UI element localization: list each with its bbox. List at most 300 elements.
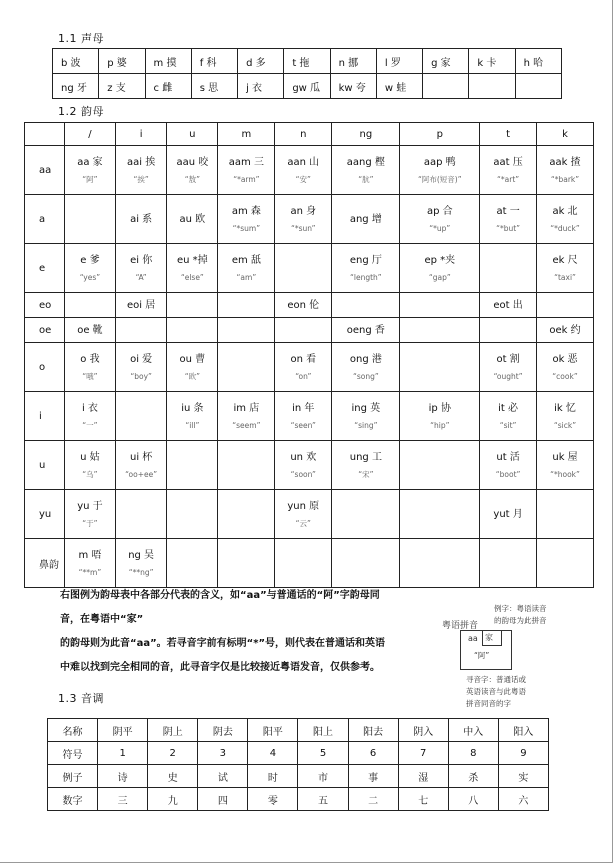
tone-cell: 1 bbox=[98, 742, 148, 765]
finals-cell bbox=[480, 318, 537, 343]
finals-cell bbox=[275, 318, 332, 343]
final-main: at 一 bbox=[496, 205, 520, 217]
note-line: 中难以找到完全相同的音，此寻音字仅是比较接近粤语发音，仅供参考。 bbox=[60, 662, 380, 673]
legend-diagram bbox=[440, 600, 600, 720]
initial-cell: gw 瓜 bbox=[284, 74, 330, 99]
tones-row bbox=[48, 742, 549, 765]
final-main: eon 伦 bbox=[287, 299, 320, 311]
finals-header-row bbox=[25, 123, 594, 146]
finals-cell bbox=[167, 392, 218, 441]
final-main: aau 咬 bbox=[176, 156, 209, 168]
final-gloss: “else” bbox=[180, 272, 204, 282]
tone-cell: 阴去 bbox=[198, 719, 248, 742]
finals-cell bbox=[480, 244, 537, 293]
finals-row bbox=[25, 539, 594, 588]
finals-cell bbox=[400, 293, 480, 318]
finals-cell bbox=[275, 146, 332, 195]
initials-title: 1.1 声母 bbox=[58, 32, 104, 45]
finals-cell bbox=[275, 441, 332, 490]
diagram-bottom-label: 寻音字：普通话或 bbox=[466, 675, 526, 684]
final-main: yun 原 bbox=[287, 500, 320, 512]
final-main: aak 揸 bbox=[549, 156, 581, 168]
tones-row bbox=[48, 788, 549, 811]
tone-cell: 阳去 bbox=[348, 719, 398, 742]
finals-header-cell: / bbox=[64, 123, 115, 146]
final-main: ung 工 bbox=[349, 451, 382, 463]
finals-cell bbox=[167, 293, 218, 318]
final-gloss: “于” bbox=[82, 518, 98, 528]
tone-cell: 4 bbox=[248, 742, 298, 765]
finals-header-cell: ng bbox=[332, 123, 400, 146]
finals-cell bbox=[275, 343, 332, 392]
finals-header-cell: t bbox=[480, 123, 537, 146]
initial-cell bbox=[469, 74, 515, 99]
final-gloss: “阿” bbox=[82, 174, 98, 184]
finals-cell bbox=[332, 539, 400, 588]
finals-cell bbox=[64, 343, 115, 392]
final-gloss: “欧” bbox=[184, 371, 200, 381]
initials-row bbox=[53, 74, 562, 99]
final-main: iu 条 bbox=[181, 402, 204, 414]
initial-cell: d 多 bbox=[238, 49, 284, 74]
finals-cell bbox=[64, 146, 115, 195]
tone-cell: 诗 bbox=[98, 765, 148, 788]
finals-cell bbox=[400, 244, 480, 293]
final-main: au 欧 bbox=[179, 213, 206, 225]
final-main: ek 尺 bbox=[552, 254, 578, 266]
final-gloss: “boot” bbox=[495, 469, 521, 479]
finals-cell bbox=[537, 392, 594, 441]
final-main: o 我 bbox=[80, 353, 100, 365]
finals-cell bbox=[116, 392, 167, 441]
final-gloss: “boy” bbox=[130, 371, 152, 381]
final-gloss: “*sun” bbox=[291, 223, 316, 233]
final-main: it 必 bbox=[498, 402, 519, 414]
finals-cell bbox=[64, 244, 115, 293]
final-gloss: “*hook” bbox=[550, 469, 580, 479]
finals-cell bbox=[167, 343, 218, 392]
final-gloss: “*duck” bbox=[550, 223, 580, 233]
finals-cell bbox=[480, 343, 537, 392]
finals-row bbox=[25, 293, 594, 318]
finals-cell bbox=[167, 318, 218, 343]
finals-cell bbox=[332, 195, 400, 244]
finals-cell bbox=[218, 195, 275, 244]
final-gloss: “sick” bbox=[553, 420, 577, 430]
finals-header-cell: u bbox=[167, 123, 218, 146]
final-main: aat 压 bbox=[493, 156, 523, 168]
note-line: 右图例为韵母表中各部分代表的含义，如“aa”与普通话的“阿”字韵母同 bbox=[60, 590, 380, 601]
tone-cell: 试 bbox=[198, 765, 248, 788]
final-gloss: “阿布(短音)” bbox=[418, 174, 462, 184]
finals-cell bbox=[537, 539, 594, 588]
finals-row-label: a bbox=[25, 195, 65, 244]
final-main: ak 北 bbox=[552, 205, 578, 217]
initial-cell: s 思 bbox=[191, 74, 237, 99]
final-main: eu *掉 bbox=[177, 254, 208, 266]
finals-cell bbox=[116, 343, 167, 392]
final-gloss: “hip” bbox=[430, 420, 450, 430]
initial-cell: b 波 bbox=[53, 49, 99, 74]
finals-cell bbox=[400, 392, 480, 441]
initial-cell: k 卡 bbox=[469, 49, 515, 74]
finals-cell bbox=[167, 490, 218, 539]
finals-cell bbox=[480, 146, 537, 195]
final-gloss: “云” bbox=[295, 518, 311, 528]
tone-cell: 九 bbox=[148, 788, 198, 811]
final-main: aap 鸭 bbox=[423, 156, 456, 168]
final-main: aa 家 bbox=[77, 156, 103, 168]
finals-cell bbox=[537, 195, 594, 244]
finals-row bbox=[25, 490, 594, 539]
final-gloss: “*up” bbox=[429, 223, 451, 233]
finals-cell bbox=[167, 195, 218, 244]
finals-cell bbox=[275, 490, 332, 539]
final-main: em 舐 bbox=[231, 254, 261, 266]
finals-cell bbox=[116, 146, 167, 195]
finals-header-cell: k bbox=[537, 123, 594, 146]
diagram-right-label: 的韵母为此拼音 bbox=[494, 616, 547, 625]
final-gloss: “肮” bbox=[358, 174, 374, 184]
final-main: ei 你 bbox=[130, 254, 153, 266]
tone-cell: 时 bbox=[248, 765, 298, 788]
final-main: aan 山 bbox=[287, 156, 320, 168]
tone-cell: 阳上 bbox=[298, 719, 348, 742]
tone-cell: 事 bbox=[348, 765, 398, 788]
finals-cell bbox=[480, 293, 537, 318]
tone-cell: 阳入 bbox=[498, 719, 548, 742]
finals-cell bbox=[64, 539, 115, 588]
initials-table bbox=[52, 48, 562, 99]
final-main: u 姑 bbox=[80, 451, 100, 463]
finals-cell bbox=[332, 293, 400, 318]
finals-cell bbox=[400, 539, 480, 588]
final-main: yu 于 bbox=[77, 500, 103, 512]
diagram-bottom-label: 拼音同音的字 bbox=[466, 699, 511, 708]
final-main: aang 樫 bbox=[346, 156, 385, 168]
finals-cell bbox=[167, 441, 218, 490]
finals-cell bbox=[218, 343, 275, 392]
final-main: im 店 bbox=[233, 402, 260, 414]
finals-cell bbox=[537, 146, 594, 195]
final-main: ap 合 bbox=[426, 205, 453, 217]
finals-cell bbox=[537, 318, 594, 343]
finals-row-label: u bbox=[25, 441, 65, 490]
final-gloss: “soon” bbox=[290, 469, 316, 479]
finals-cell bbox=[64, 293, 115, 318]
initial-cell: ng 牙 bbox=[53, 74, 99, 99]
final-gloss: “am” bbox=[236, 272, 257, 282]
finals-cell bbox=[537, 244, 594, 293]
tone-cell: 市 bbox=[298, 765, 348, 788]
finals-row-label: oe bbox=[25, 318, 65, 343]
final-gloss: “*bark” bbox=[550, 174, 580, 184]
final-main: e 爹 bbox=[80, 254, 100, 266]
final-main: ui 杯 bbox=[129, 451, 153, 463]
final-main: on 看 bbox=[290, 353, 317, 365]
final-main: in 年 bbox=[292, 402, 315, 414]
final-gloss: “*arm” bbox=[233, 174, 260, 184]
finals-cell bbox=[218, 244, 275, 293]
final-gloss: “ill” bbox=[185, 420, 200, 430]
initial-cell: z 支 bbox=[99, 74, 145, 99]
final-gloss: “sing” bbox=[354, 420, 378, 430]
legend-note bbox=[60, 588, 420, 676]
finals-title: 1.2 韵母 bbox=[58, 105, 104, 118]
final-main: oeng 香 bbox=[346, 324, 385, 336]
finals-cell bbox=[116, 195, 167, 244]
final-gloss: “ought” bbox=[493, 371, 523, 381]
final-main: ai 系 bbox=[130, 213, 153, 225]
final-main: an 身 bbox=[290, 205, 317, 217]
tone-cell: 八 bbox=[448, 788, 498, 811]
tones-row bbox=[48, 765, 549, 788]
final-gloss: “*sum” bbox=[232, 223, 261, 233]
tone-cell: 中入 bbox=[448, 719, 498, 742]
finals-row-label: i bbox=[25, 392, 65, 441]
finals-cell bbox=[332, 146, 400, 195]
initial-cell bbox=[423, 74, 469, 99]
finals-header-cell: p bbox=[400, 123, 480, 146]
finals-cell bbox=[537, 293, 594, 318]
final-main: ik 忆 bbox=[554, 402, 576, 414]
finals-cell bbox=[116, 539, 167, 588]
tone-cell: 2 bbox=[148, 742, 198, 765]
tones-row-label: 名称 bbox=[48, 719, 98, 742]
final-main: oek 约 bbox=[549, 324, 581, 336]
final-gloss: “A” bbox=[135, 272, 147, 282]
finals-cell bbox=[116, 490, 167, 539]
tone-cell: 零 bbox=[248, 788, 298, 811]
final-gloss: “gap” bbox=[428, 272, 451, 282]
finals-cell bbox=[275, 244, 332, 293]
finals-row-label: o bbox=[25, 343, 65, 392]
finals-cell bbox=[218, 539, 275, 588]
final-main: ing 英 bbox=[351, 402, 381, 414]
final-main: uk 屋 bbox=[552, 451, 578, 463]
final-gloss: “*but” bbox=[496, 223, 521, 233]
final-main: oe 靴 bbox=[77, 324, 103, 336]
final-main: ip 协 bbox=[428, 402, 451, 414]
finals-header-cell: m bbox=[218, 123, 275, 146]
final-gloss: “sit” bbox=[499, 420, 517, 430]
finals-cell bbox=[400, 318, 480, 343]
final-main: ok 恶 bbox=[552, 353, 578, 365]
finals-cell bbox=[537, 490, 594, 539]
finals-cell bbox=[332, 343, 400, 392]
final-gloss: “taxi” bbox=[554, 272, 576, 282]
tone-cell: 8 bbox=[448, 742, 498, 765]
tone-cell: 二 bbox=[348, 788, 398, 811]
final-main: eot 出 bbox=[493, 299, 523, 311]
final-main: ong 港 bbox=[349, 353, 382, 365]
final-gloss: “cook” bbox=[552, 371, 578, 381]
finals-cell bbox=[275, 539, 332, 588]
finals-cell bbox=[400, 146, 480, 195]
finals-cell bbox=[167, 539, 218, 588]
finals-cell bbox=[480, 539, 537, 588]
finals-cell bbox=[332, 244, 400, 293]
diagram-bottom-label: 英语读音与此粤语 bbox=[466, 687, 526, 696]
diagram-right-label: 例字：粤语读音 bbox=[494, 604, 547, 613]
final-main: aai 挨 bbox=[127, 156, 156, 168]
initial-cell: kw 夸 bbox=[330, 74, 376, 99]
final-gloss: “敖” bbox=[184, 174, 200, 184]
initials-row bbox=[53, 49, 562, 74]
tone-cell: 杀 bbox=[448, 765, 498, 788]
finals-header-cell bbox=[25, 123, 65, 146]
final-gloss: “一” bbox=[82, 420, 98, 430]
diagram-top-label: 粤语拼音 bbox=[442, 621, 479, 631]
final-main: ut 活 bbox=[496, 451, 520, 463]
initial-cell bbox=[515, 74, 561, 99]
finals-cell bbox=[275, 392, 332, 441]
tone-cell: 阴入 bbox=[398, 719, 448, 742]
finals-cell bbox=[167, 146, 218, 195]
final-gloss: “安” bbox=[295, 174, 311, 184]
final-main: ng 吴 bbox=[128, 549, 155, 561]
final-gloss: “on” bbox=[295, 371, 312, 381]
finals-cell bbox=[480, 441, 537, 490]
tones-row bbox=[48, 719, 549, 742]
note-line: 音，在粤语中“家” bbox=[60, 614, 144, 625]
finals-cell bbox=[400, 490, 480, 539]
initial-cell: h 哈 bbox=[515, 49, 561, 74]
final-gloss: “yes” bbox=[79, 272, 101, 282]
finals-cell bbox=[537, 343, 594, 392]
tone-cell: 湿 bbox=[398, 765, 448, 788]
final-main: m 唔 bbox=[78, 549, 102, 561]
final-gloss: “哦” bbox=[82, 371, 98, 381]
tones-row-label: 符号 bbox=[48, 742, 98, 765]
finals-cell bbox=[64, 318, 115, 343]
finals-row bbox=[25, 146, 594, 195]
finals-row bbox=[25, 441, 594, 490]
final-gloss: “oo+ee” bbox=[125, 469, 158, 479]
tone-cell: 3 bbox=[198, 742, 248, 765]
tone-cell: 七 bbox=[398, 788, 448, 811]
finals-cell bbox=[64, 441, 115, 490]
tone-cell: 五 bbox=[298, 788, 348, 811]
initial-cell: p 婆 bbox=[99, 49, 145, 74]
initial-cell: n 挪 bbox=[330, 49, 376, 74]
finals-row bbox=[25, 343, 594, 392]
finals-row bbox=[25, 318, 594, 343]
tones-row-label: 数字 bbox=[48, 788, 98, 811]
finals-cell bbox=[64, 195, 115, 244]
finals-row-label: e bbox=[25, 244, 65, 293]
finals-cell bbox=[480, 490, 537, 539]
final-main: oi 爱 bbox=[130, 353, 153, 365]
final-main: un 欢 bbox=[290, 451, 317, 463]
final-main: yut 月 bbox=[493, 508, 523, 520]
final-main: eoi 居 bbox=[127, 299, 156, 311]
finals-row-label: 鼻韵 bbox=[25, 539, 65, 588]
final-gloss: “**m” bbox=[78, 567, 102, 577]
initial-cell: m 摸 bbox=[145, 49, 191, 74]
finals-row-label: eo bbox=[25, 293, 65, 318]
tone-cell: 四 bbox=[198, 788, 248, 811]
final-main: ang 增 bbox=[349, 213, 382, 225]
tone-cell: 实 bbox=[498, 765, 548, 788]
note-line: 的韵母则为此音“aa”。若寻音字前有标明“*”号，则代表在普通话和英语 bbox=[60, 638, 386, 649]
finals-cell bbox=[275, 195, 332, 244]
finals-cell bbox=[116, 293, 167, 318]
finals-row-label: yu bbox=[25, 490, 65, 539]
finals-cell bbox=[400, 343, 480, 392]
tone-cell: 史 bbox=[148, 765, 198, 788]
finals-cell bbox=[218, 318, 275, 343]
final-main: ep *夹 bbox=[424, 254, 456, 266]
finals-row bbox=[25, 392, 594, 441]
tone-cell: 6 bbox=[348, 742, 398, 765]
initial-cell: j 衣 bbox=[238, 74, 284, 99]
tones-title: 1.3 音调 bbox=[58, 692, 104, 705]
tone-cell: 9 bbox=[498, 742, 548, 765]
finals-cell bbox=[480, 195, 537, 244]
final-main: am 森 bbox=[231, 205, 261, 217]
tone-cell: 5 bbox=[298, 742, 348, 765]
final-gloss: “song” bbox=[352, 371, 379, 381]
initial-cell: g 家 bbox=[423, 49, 469, 74]
final-gloss: “乌” bbox=[82, 469, 98, 479]
tone-cell: 三 bbox=[98, 788, 148, 811]
initial-cell: t 拖 bbox=[284, 49, 330, 74]
diagram-pinyin: aa bbox=[468, 634, 478, 643]
final-gloss: “*art” bbox=[497, 174, 520, 184]
finals-table bbox=[24, 122, 594, 588]
final-gloss: “seem” bbox=[232, 420, 261, 430]
finals-header-cell: i bbox=[116, 123, 167, 146]
finals-cell bbox=[275, 293, 332, 318]
diagram-char: 家 bbox=[485, 633, 493, 642]
finals-header-cell: n bbox=[275, 123, 332, 146]
finals-cell bbox=[218, 490, 275, 539]
finals-row bbox=[25, 244, 594, 293]
finals-cell bbox=[332, 441, 400, 490]
finals-cell bbox=[400, 195, 480, 244]
initial-cell: l 罗 bbox=[376, 49, 422, 74]
diagram-gloss: “阿” bbox=[474, 651, 490, 660]
tones-table bbox=[47, 718, 549, 811]
final-main: i 衣 bbox=[81, 402, 98, 414]
tone-cell: 阳平 bbox=[248, 719, 298, 742]
final-gloss: “length” bbox=[350, 272, 382, 282]
final-gloss: “宋” bbox=[358, 469, 374, 479]
initial-cell: w 蛙 bbox=[376, 74, 422, 99]
finals-cell bbox=[332, 392, 400, 441]
finals-cell bbox=[218, 392, 275, 441]
final-gloss: “挨” bbox=[133, 174, 149, 184]
finals-cell bbox=[400, 441, 480, 490]
finals-cell bbox=[116, 244, 167, 293]
tone-cell: 阴上 bbox=[148, 719, 198, 742]
final-gloss: “seen” bbox=[290, 420, 316, 430]
tone-cell: 7 bbox=[398, 742, 448, 765]
tones-row-label: 例子 bbox=[48, 765, 98, 788]
finals-cell bbox=[332, 490, 400, 539]
finals-cell bbox=[218, 146, 275, 195]
finals-cell bbox=[64, 490, 115, 539]
finals-cell bbox=[167, 244, 218, 293]
final-main: aam 三 bbox=[228, 156, 264, 168]
final-main: ou 曹 bbox=[179, 353, 206, 365]
finals-cell bbox=[64, 392, 115, 441]
final-gloss: “**ng” bbox=[128, 567, 154, 577]
final-main: ot 割 bbox=[496, 353, 520, 365]
tone-cell: 阴平 bbox=[98, 719, 148, 742]
finals-cell bbox=[218, 441, 275, 490]
